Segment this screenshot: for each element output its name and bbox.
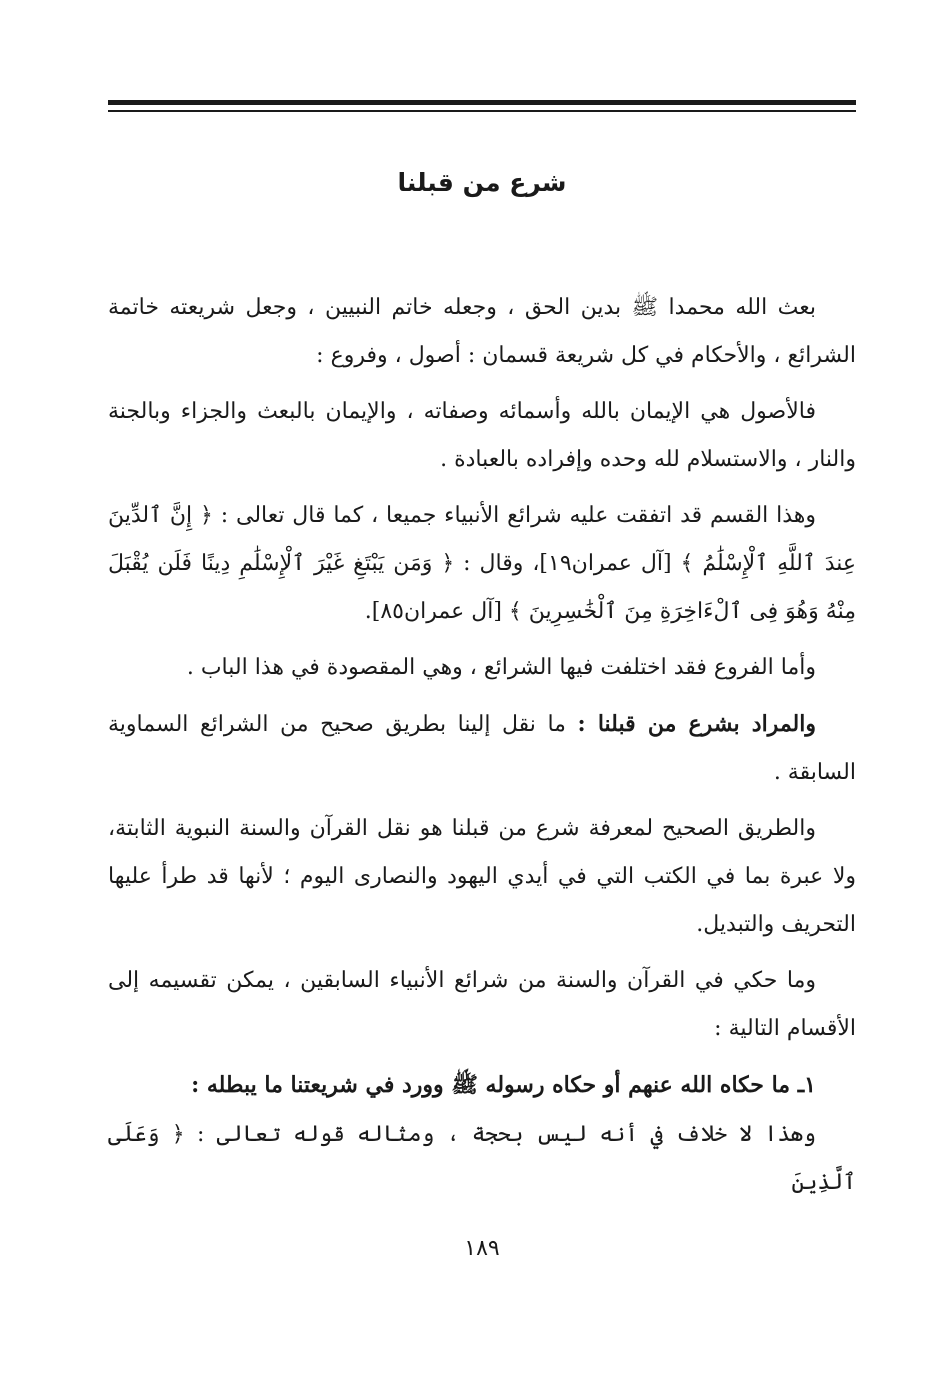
paragraph-division: وما حكي في القرآن والسنة من شرائع الأنبياء السابقين ، يمكن تقسيمه إلى الأقسام التالية : [108, 968, 856, 1041]
definition-lead: والمراد بشرع من قبلنا : [577, 711, 816, 737]
definition-text: ما نقل إلينا بطريق صحيح من الشرائع السماوية السابقة . [108, 712, 856, 785]
page-title: شرع من قبلنا [397, 168, 567, 197]
header-rule-thick [108, 100, 856, 105]
page-number: ١٨٩ [464, 1236, 500, 1261]
paragraph-usul: فالأصول هي الإيمان بالله وأسمائه وصفاته ، والإيمان بالبعث والجزاء وبالجنة والنار ، والاستسلام لله وحده وإفراده بالعبادة . [108, 399, 856, 472]
header-rule-thin [108, 110, 856, 112]
paragraph-example: وهذا لا خلاف في أنه ليس بحجة ، ومثاله قوله تعالى : ﴿ وَعَلَى ٱلَّذِينَ [108, 1122, 856, 1195]
section-heading-1: ١ـ ما حكاه الله عنهم أو حكاه رسوله ﷺ وورد في شريعتنا ما يبطله : [191, 1072, 816, 1098]
paragraph-intro: بعث الله محمدا ﷺ بدين الحق ، وجعله خاتم النبيين ، وجعل شريعته خاتمة الشرائع ، والأحكام في كل شريعة قسمان : أصول ، وفروع : [108, 295, 856, 368]
paragraph-definition [108, 700, 856, 797]
paragraph-furu: وأما الفروع فقد اختلفت فيها الشرائع ، وهي المقصودة في هذا الباب . [186, 655, 816, 680]
paragraph-correct-path: والطريق الصحيح لمعرفة شرع من قبلنا هو نقل القرآن والسنة النبوية الثابتة، ولا عبرة بما في الكتب التي في أيدي اليهود والنصارى اليوم ؛ لأنها قد طرأ عليها التحريف والتبديل. [108, 816, 856, 937]
page-body [108, 284, 856, 1215]
paragraph-quran-verses: وهذا القسم قد اتفقت عليه شرائع الأنبياء جميعا ، كما قال تعالى : ﴿ إِنَّ ٱلدِّينَ عِندَ ٱللَّهِ ٱلْإِسْلَٰمُ ﴾ [آل عمران١٩]، وقال : ﴿ وَمَن يَبْتَغِ غَيْرَ ٱلْإِسْلَٰمِ دِينًا فَلَن يُقْبَلَ مِنْهُ وَهُوَ فِى ٱلْءَاخِرَةِ مِنَ ٱلْخَٰسِرِينَ ﴾ [آل عمران٨٥]. [108, 503, 857, 624]
